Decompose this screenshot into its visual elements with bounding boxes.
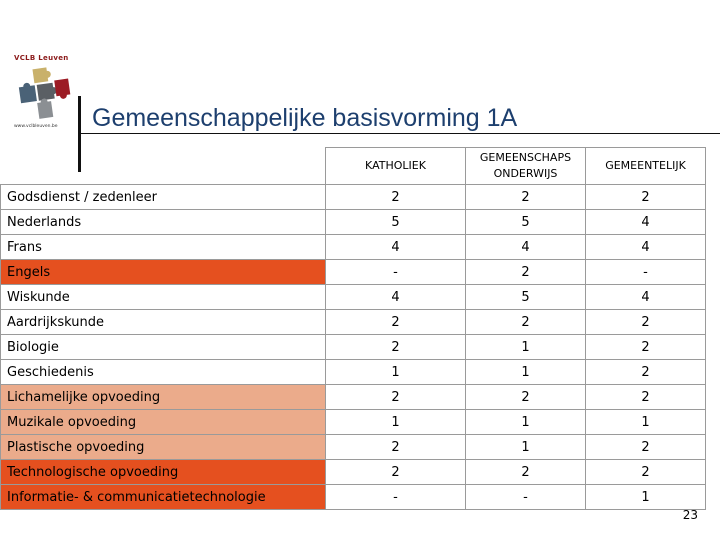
value-cell: 2	[586, 360, 706, 385]
subject-cell: Technologische opvoeding	[1, 460, 326, 485]
vclb-logo	[14, 54, 76, 134]
subject-cell: Aardrijkskunde	[1, 310, 326, 335]
value-cell: 5	[326, 210, 466, 235]
table-row	[1, 385, 706, 410]
value-cell: 1	[466, 435, 586, 460]
value-cell: 2	[326, 460, 466, 485]
subject-cell: Muzikale opvoeding	[1, 410, 326, 435]
subject-cell: Frans	[1, 235, 326, 260]
value-cell: 4	[586, 235, 706, 260]
table-row	[1, 485, 706, 510]
subject-cell: Informatie- & communicatietechnologie	[1, 485, 326, 510]
value-cell: 1	[326, 410, 466, 435]
value-cell: 2	[326, 385, 466, 410]
subject-cell: Biologie	[1, 335, 326, 360]
puzzle-logo-icon	[16, 66, 72, 122]
subject-cell: Plastische opvoeding	[1, 435, 326, 460]
value-cell: 2	[586, 185, 706, 210]
value-cell: 2	[586, 435, 706, 460]
table-row	[1, 285, 706, 310]
value-cell: 2	[586, 335, 706, 360]
slide-title: Gemeenschappelijke basisvorming 1A	[92, 104, 518, 132]
value-cell: 2	[326, 310, 466, 335]
subject-hours-table	[0, 147, 706, 510]
value-cell: 5	[466, 285, 586, 310]
table-row	[1, 360, 706, 385]
value-cell: 2	[466, 185, 586, 210]
value-cell: -	[586, 260, 706, 285]
table-row	[1, 235, 706, 260]
table-header-row	[1, 148, 706, 185]
value-cell: 1	[466, 410, 586, 435]
table-row	[1, 210, 706, 235]
value-cell: 2	[586, 385, 706, 410]
table-row	[1, 260, 706, 285]
value-cell: 4	[326, 235, 466, 260]
column-header: GEMEENSCHAPS ONDERWIJS	[466, 148, 586, 185]
table-row	[1, 185, 706, 210]
subject-cell: Engels	[1, 260, 326, 285]
value-cell: 5	[466, 210, 586, 235]
value-cell: 1	[586, 410, 706, 435]
value-cell: 1	[586, 485, 706, 510]
column-header: KATHOLIEK	[326, 148, 466, 185]
page-number: 23	[682, 508, 698, 522]
value-cell: 2	[586, 460, 706, 485]
value-cell: 1	[466, 360, 586, 385]
value-cell: 4	[586, 285, 706, 310]
value-cell: 4	[586, 210, 706, 235]
value-cell: -	[326, 260, 466, 285]
value-cell: -	[466, 485, 586, 510]
subject-cell: Godsdienst / zedenleer	[1, 185, 326, 210]
subject-cell: Geschiedenis	[1, 360, 326, 385]
value-cell: -	[326, 485, 466, 510]
table-row	[1, 460, 706, 485]
value-cell: 2	[326, 335, 466, 360]
value-cell: 2	[326, 435, 466, 460]
value-cell: 2	[326, 185, 466, 210]
logo-url: www.vclbleuven.be	[14, 124, 58, 129]
value-cell: 2	[466, 385, 586, 410]
table-row	[1, 435, 706, 460]
value-cell: 2	[466, 310, 586, 335]
value-cell: 2	[466, 260, 586, 285]
value-cell: 2	[466, 460, 586, 485]
value-cell: 4	[326, 285, 466, 310]
value-cell: 1	[326, 360, 466, 385]
table-row	[1, 310, 706, 335]
subject-cell: Lichamelijke opvoeding	[1, 385, 326, 410]
subject-cell: Wiskunde	[1, 285, 326, 310]
title-horizontal-rule	[80, 133, 720, 134]
column-header: GEMEENTELIJK	[586, 148, 706, 185]
table-row	[1, 335, 706, 360]
header-blank-cell	[1, 148, 326, 185]
value-cell: 4	[466, 235, 586, 260]
value-cell: 1	[466, 335, 586, 360]
value-cell: 2	[586, 310, 706, 335]
table-row	[1, 410, 706, 435]
logo-name: VCLB Leuven	[14, 54, 69, 62]
subject-cell: Nederlands	[1, 210, 326, 235]
